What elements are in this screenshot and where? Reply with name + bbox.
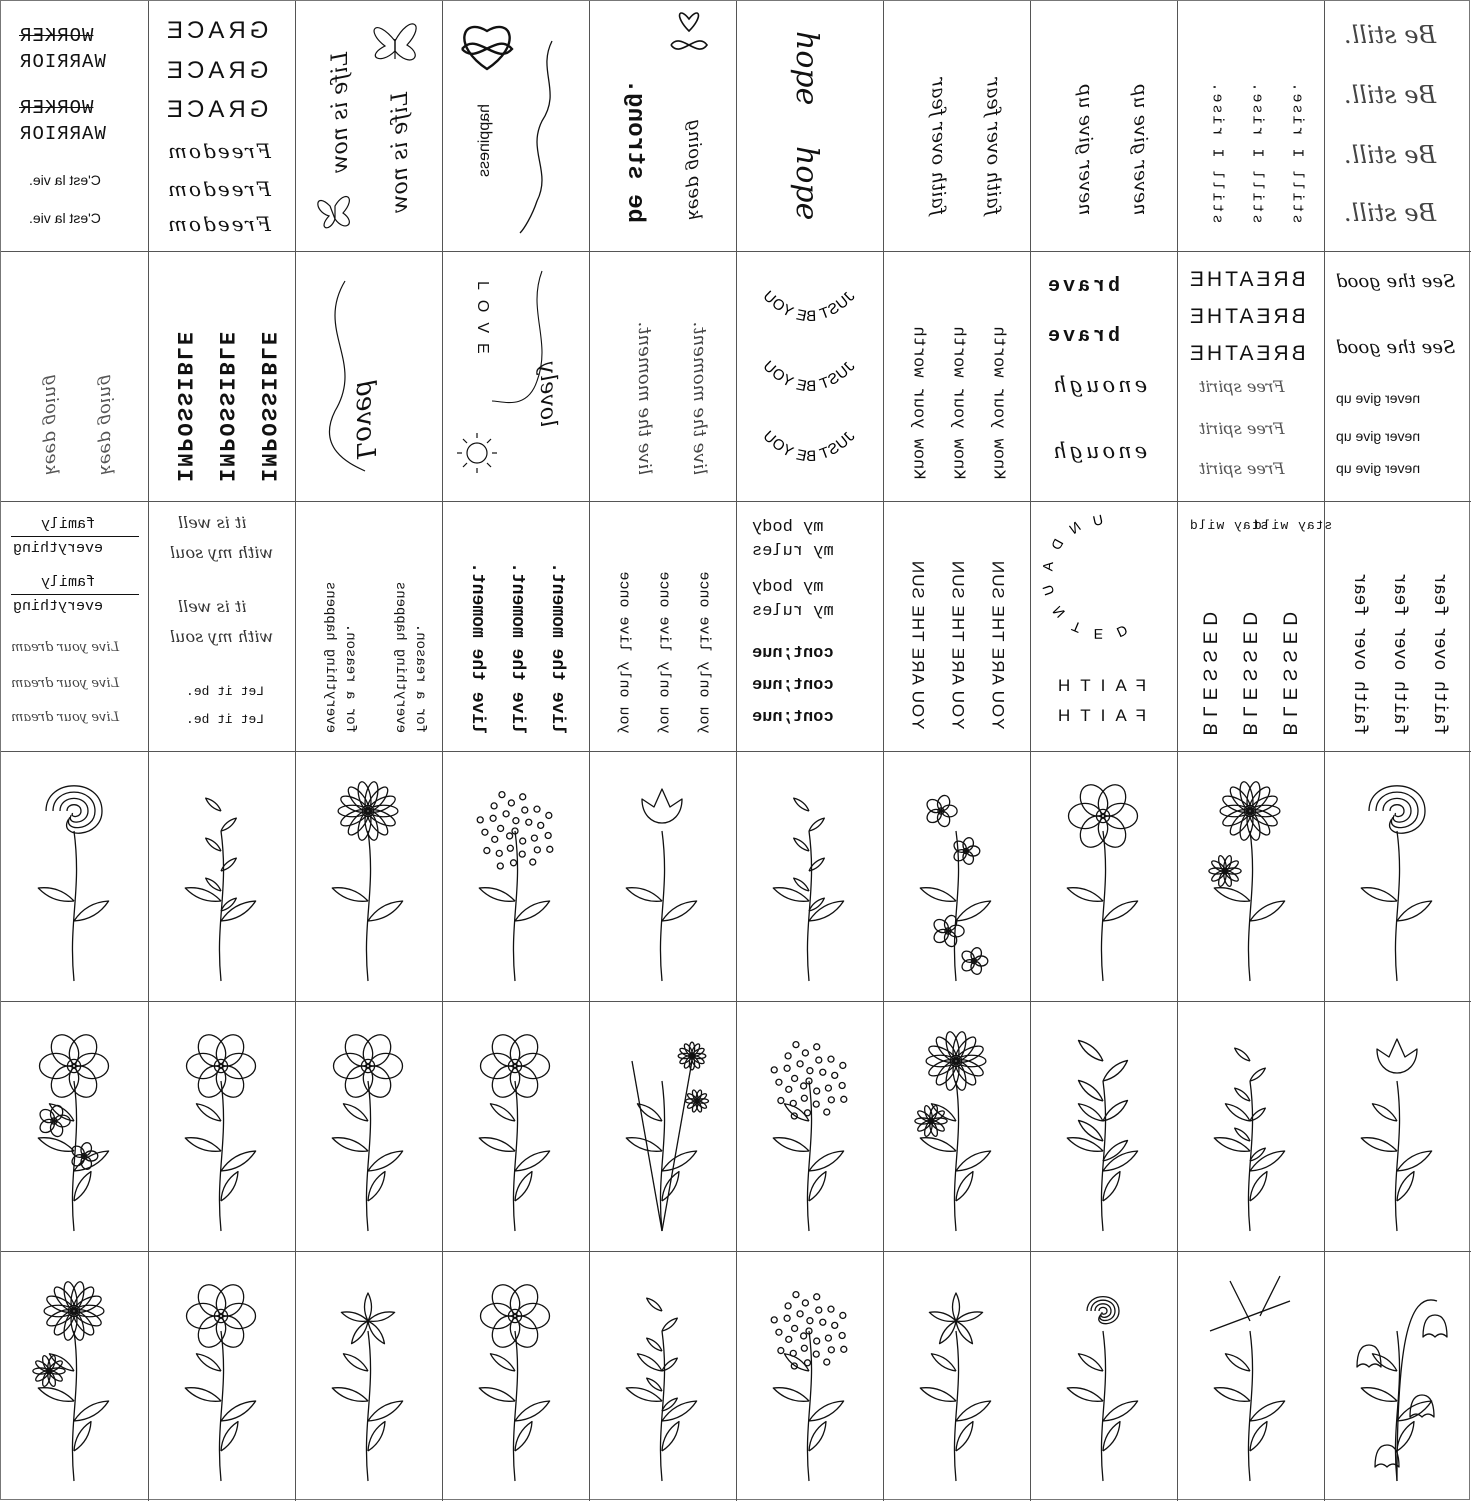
tattoo-grace-freedom <box>148 1 295 251</box>
hydrangea-icon <box>736 1251 883 1501</box>
tattoo-text: Free spirit <box>1199 419 1285 438</box>
tattoo-be-strong <box>589 1 736 251</box>
flower-tattoo <box>1030 1251 1177 1501</box>
tattoo-hope <box>736 1 883 251</box>
tattoo-text: BREATHE <box>1187 305 1306 328</box>
tattoo-text: Be still. <box>1344 21 1437 49</box>
bird-of-paradise-icon <box>1177 1251 1324 1501</box>
tattoo-text: still I rise. <box>1248 80 1266 224</box>
tattoo-text: enough <box>1050 373 1148 397</box>
tattoo-text: for a reason. <box>412 623 428 733</box>
tattoo-it-is-well <box>148 501 295 751</box>
tattoo-text: JUST BE YOU <box>758 356 859 396</box>
tattoo-text: still I rise. <box>1288 80 1306 224</box>
flower-tattoo <box>736 1251 883 1501</box>
babys-breath-bouquet-icon <box>442 751 589 1001</box>
tattoo-be-still <box>1324 1 1471 251</box>
flower-tattoo <box>295 1001 442 1251</box>
tattoo-text: my rules <box>752 542 834 561</box>
tattoo-text: JUST BE YOU <box>758 426 859 466</box>
tattoo-text: never give up <box>1129 84 1152 216</box>
flower-tattoo <box>1030 1001 1177 1251</box>
daisy-icon <box>295 751 442 1001</box>
flower-tattoo <box>1 1001 148 1251</box>
flower-tattoo <box>1030 751 1177 1001</box>
flower-tattoo <box>442 1001 589 1251</box>
tattoo-text: hope <box>789 146 824 221</box>
tattoo-text: brave <box>1045 325 1121 348</box>
tattoo-breathe <box>1177 251 1324 501</box>
flower-tattoo <box>148 1001 295 1251</box>
tattoo-text: everything happens <box>322 581 338 733</box>
cosmos-sprig-icon <box>883 1001 1030 1251</box>
cherry-blossom-icon <box>1 1001 148 1251</box>
divider <box>11 536 139 537</box>
tattoo-keep-going-faint <box>1 251 148 501</box>
tattoo-text: cont;nue <box>752 676 834 695</box>
tattoo-text: Live your dream <box>11 710 120 725</box>
calla-lily-icon <box>1324 1001 1471 1251</box>
tattoo-text: everything <box>13 540 104 557</box>
tattoo-text: faith over fear <box>927 77 950 216</box>
tattoo-still-i-rise <box>1177 1 1324 251</box>
flower-tattoo <box>883 1001 1030 1251</box>
iris-icon <box>295 1251 442 1501</box>
tattoo-text: faith over fear <box>982 77 1005 216</box>
tattoo-text: YOU ARE THE SUN <box>908 559 928 730</box>
tattoo-text: Free spirit <box>1199 459 1285 478</box>
infinity-heart-icon <box>442 1 589 251</box>
tattoo-life-is-now <box>295 1 442 251</box>
tattoo-text: my body <box>752 518 824 537</box>
tattoo-text: YOU ARE THE SUN <box>948 559 968 730</box>
tattoo-know-your-worth <box>883 251 1030 501</box>
tattoo-text: See the good <box>1336 271 1456 292</box>
tattoo-text: you only live once <box>655 571 673 734</box>
tattoo-loved <box>295 251 442 501</box>
tulip-icon <box>589 751 736 1001</box>
wildflower-bouquet-icon <box>589 1001 736 1251</box>
tattoo-text: it is well <box>178 513 247 532</box>
tattoo-text: it is well <box>178 597 247 616</box>
flower-tattoo <box>1324 1001 1471 1251</box>
tattoo-text: you only live once <box>615 571 633 734</box>
tattoo-text: stay wild <box>1189 518 1269 533</box>
tattoo-text: Live your dream <box>11 676 120 691</box>
tattoo-text: never give up <box>1336 390 1421 406</box>
tattoo-text: cont;nue <box>752 708 834 727</box>
flower-tattoo <box>1177 1251 1324 1501</box>
rosebud-icon <box>1030 1251 1177 1501</box>
tattoo-text: never give up <box>1336 460 1421 476</box>
flower-tattoo <box>883 751 1030 1001</box>
tattoo-text: still I rise. <box>1208 80 1226 224</box>
tattoo-undaunted-faith <box>1030 501 1177 751</box>
tattoo-text: Live your dream <box>11 640 120 655</box>
flower-tattoo <box>442 1251 589 1501</box>
tattoo-text: IMPOSSIBLE <box>171 329 196 482</box>
tattoo-text: JUST BE YOU <box>758 286 859 326</box>
tattoo-text: BLESSED <box>1238 605 1260 736</box>
flower-tattoo <box>589 1001 736 1251</box>
leaf-branch-icon <box>1030 1001 1177 1251</box>
tattoo-text: enough <box>1050 439 1148 463</box>
flower-tattoo <box>295 751 442 1001</box>
tattoo-text: Know your worth <box>988 326 1008 480</box>
tattoo-text: for a reason. <box>342 623 358 733</box>
tattoo-text: Loved <box>350 379 380 459</box>
tattoo-text: live the moment. <box>689 321 710 475</box>
tattoo-text: IMPOSSIBLE <box>255 329 280 482</box>
sun-icon <box>442 251 589 501</box>
tattoo-text: WORKER <box>19 97 94 119</box>
tattoo-text: Be still. <box>1344 81 1437 109</box>
tattoo-text: Let it be. <box>186 712 265 727</box>
tattoo-text: brave <box>1045 275 1121 298</box>
tattoo-text: my rules <box>752 602 834 621</box>
tattoo-text: Know your worth <box>948 326 968 480</box>
tattoo-text: FAITH <box>1048 706 1147 725</box>
flower-tattoo <box>1324 751 1471 1001</box>
rose-icon <box>1324 751 1471 1001</box>
tattoo-you-are-the-sun <box>883 501 1030 751</box>
lilac-icon <box>736 1001 883 1251</box>
tattoo-text: stay wild <box>1253 518 1333 533</box>
tattoo-text: keep going <box>96 374 117 475</box>
tattoo-text: LOVE <box>474 281 491 364</box>
wildflower-sprig-icon <box>148 751 295 1001</box>
tattoo-impossible <box>148 251 295 501</box>
flower-tattoo <box>148 1251 295 1501</box>
daisy-stem-icon <box>1177 751 1324 1001</box>
flower-tattoo <box>295 1251 442 1501</box>
flower-tattoo <box>1 751 148 1001</box>
flower-tattoo <box>1177 1001 1324 1251</box>
tattoo-love-sun <box>442 251 589 501</box>
flower-tattoo <box>589 751 736 1001</box>
tattoo-text: GRACE <box>163 57 269 84</box>
tattoo-text: Freedom <box>166 212 271 236</box>
tattoo-text: keep going <box>41 374 62 475</box>
lily-of-the-valley-icon <box>1324 1251 1471 1501</box>
tattoo-text: live the moment. <box>547 562 567 735</box>
aster-icon <box>1 1251 148 1501</box>
lily-icon <box>883 1251 1030 1501</box>
tattoo-happiness <box>442 1 589 251</box>
butterfly-icon <box>295 1 442 251</box>
tattoo-text: faith over fear <box>1349 572 1369 735</box>
tattoo-see-the-good <box>1324 251 1471 501</box>
fern-sprig-icon <box>1177 1001 1324 1251</box>
tattoo-text: FAITH <box>1048 676 1147 695</box>
tattoo-text: lovely <box>535 361 560 427</box>
rose-line-icon <box>1 751 148 1001</box>
tattoo-text: faith over fear <box>1429 572 1449 735</box>
divider <box>11 594 139 595</box>
tattoo-text: faith over fear <box>1389 572 1409 735</box>
tattoo-text: everything happens <box>392 581 408 733</box>
tattoo-text: with my soul <box>170 543 274 562</box>
tattoo-text: keep going <box>684 119 705 220</box>
tattoo-text: BLESSED <box>1278 605 1300 736</box>
tattoo-never-give-up-script <box>1030 1 1177 251</box>
lavender-icon <box>589 1251 736 1501</box>
tattoo-text: Life is now <box>388 92 413 214</box>
tattoo-text: Freedom <box>166 139 271 163</box>
tattoo-blessed <box>1177 501 1333 751</box>
tattoo-my-body-my-rules <box>736 501 883 751</box>
tattoo-text: WORKER <box>19 25 94 47</box>
poppy-bloom-icon <box>148 1251 295 1501</box>
tattoo-text: Life is now <box>328 52 353 174</box>
tattoo-live-the-moment <box>442 501 589 751</box>
tattoo-text: be strong. <box>621 78 648 223</box>
tattoo-text: WARRIOR <box>19 123 106 145</box>
tattoo-text: YOU ARE THE SUN <box>988 559 1008 730</box>
tattoo-text: GRACE <box>163 17 269 44</box>
carnation-icon <box>295 1001 442 1251</box>
tattoo-text: IMPOSSIBLE <box>213 329 238 482</box>
tattoo-faith-over-fear-mono <box>1324 501 1471 751</box>
tattoo-text: family <box>41 516 96 533</box>
tattoo-just-be-you <box>736 251 883 501</box>
tattoo-faith-over-fear <box>883 1 1030 251</box>
tattoo-text: never give up <box>1336 428 1421 444</box>
tattoo-yolo <box>589 501 736 751</box>
flower-tattoo <box>736 1001 883 1251</box>
sweet-pea-icon <box>148 1001 295 1251</box>
heart-infinity-icon <box>589 1 736 251</box>
tattoo-text: BLESSED <box>1198 605 1220 736</box>
tattoo-text: Let it be. <box>186 684 265 699</box>
tattoo-text: live the moment. <box>634 321 655 475</box>
tattoo-text: UNDAUNTED <box>1038 511 1141 643</box>
tattoo-text: with my soul <box>170 627 274 646</box>
larkspur-icon <box>736 751 883 1001</box>
flower-tattoo <box>883 1251 1030 1501</box>
tattoo-text: live the moment. <box>467 562 487 735</box>
tattoo-text: Be still. <box>1344 199 1437 227</box>
tattoo-worker-warrior <box>1 1 148 251</box>
tattoo-text: cont;nue <box>752 644 834 663</box>
forget-me-not-icon <box>883 751 1030 1001</box>
tattoo-text: my body <box>752 578 824 597</box>
tattoo-text: Be still. <box>1344 141 1437 169</box>
flower-tattoo <box>148 751 295 1001</box>
tattoo-text: Know your worth <box>908 326 928 480</box>
tattoo-text: happiness <box>476 104 493 177</box>
tattoo-text: C'est la vie. <box>29 172 101 188</box>
tattoo-text: family <box>41 574 96 591</box>
peony-bloom-icon <box>442 1251 589 1501</box>
flower-tattoo <box>736 751 883 1001</box>
tattoo-everything-happens <box>295 501 442 751</box>
tattoo-brave-enough <box>1030 251 1177 501</box>
tattoo-live-the-life <box>589 251 736 501</box>
flower-tattoo <box>442 751 589 1001</box>
tattoo-text: you only live once <box>695 571 713 734</box>
peony-icon <box>442 1001 589 1251</box>
tattoo-text: everything <box>13 598 104 615</box>
flower-tattoo <box>589 1251 736 1501</box>
tattoo-text: BREATHE <box>1187 342 1306 365</box>
poppy-icon <box>1030 751 1177 1001</box>
flower-tattoo <box>1177 751 1324 1001</box>
flower-tattoo <box>1 1251 148 1501</box>
tattoo-text: BREATHE <box>1187 268 1306 291</box>
tattoo-text: Free spirit <box>1199 377 1285 396</box>
tattoo-text: GRACE <box>163 96 269 123</box>
tattoo-text: live the moment. <box>507 562 527 735</box>
arc-text-group <box>736 251 883 501</box>
tattoo-text: never give up <box>1074 84 1097 216</box>
tattoo-text: See the good <box>1336 337 1456 358</box>
tattoo-text: hope <box>789 31 824 106</box>
tattoo-family-everything <box>1 501 148 751</box>
flourish-icon <box>295 251 442 501</box>
tattoo-text: C'est la vie. <box>29 210 101 226</box>
tattoo-text: Freedom <box>166 177 271 201</box>
flower-tattoo <box>1324 1251 1471 1501</box>
tattoo-text: WARRIOR <box>19 51 106 73</box>
